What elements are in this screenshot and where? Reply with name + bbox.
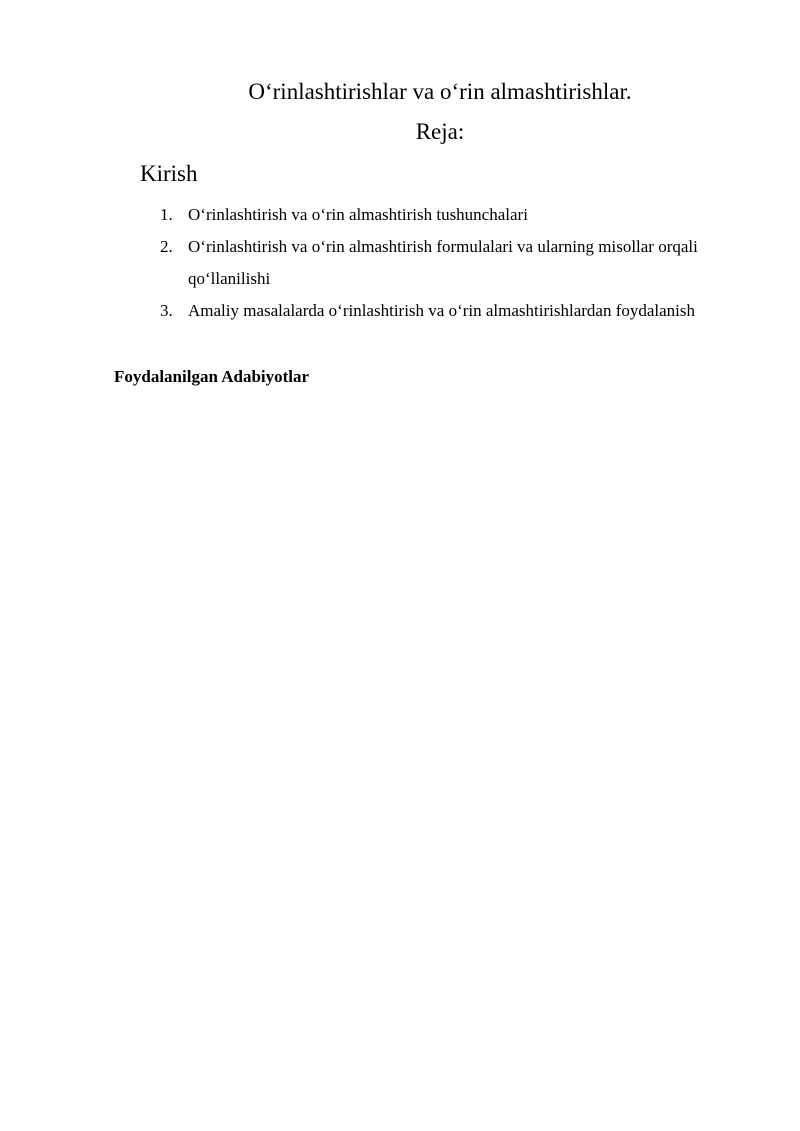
outline-item (160, 199, 720, 231)
outline-list (160, 199, 720, 327)
outline-item-number: 2. (160, 237, 173, 256)
outline-item-text: O‘rinlashtirish va o‘rin almashtirish formulalari va ularning misollar orqali qo‘llanilishi (188, 237, 698, 288)
outline-item (160, 231, 720, 295)
outline-item-text: Amaliy masalalarda o‘rinlashtirish va o‘rin almashtirishlardan foydalanish (188, 301, 696, 320)
intro-heading: Kirish (140, 161, 198, 186)
document-title: O‘rinlashtirishlar va o‘rin almashtirishlar. (248, 79, 632, 104)
outline-item (160, 295, 720, 327)
plan-heading: Reja: (415, 119, 465, 144)
references-heading: Foydalanilgan Adabiyotlar (114, 367, 310, 386)
outline-item-number: 1. (160, 205, 173, 224)
outline-item-text: O‘rinlashtirish va o‘rin almashtirish tushunchalari (188, 205, 528, 224)
outline-item-number: 3. (160, 301, 173, 320)
